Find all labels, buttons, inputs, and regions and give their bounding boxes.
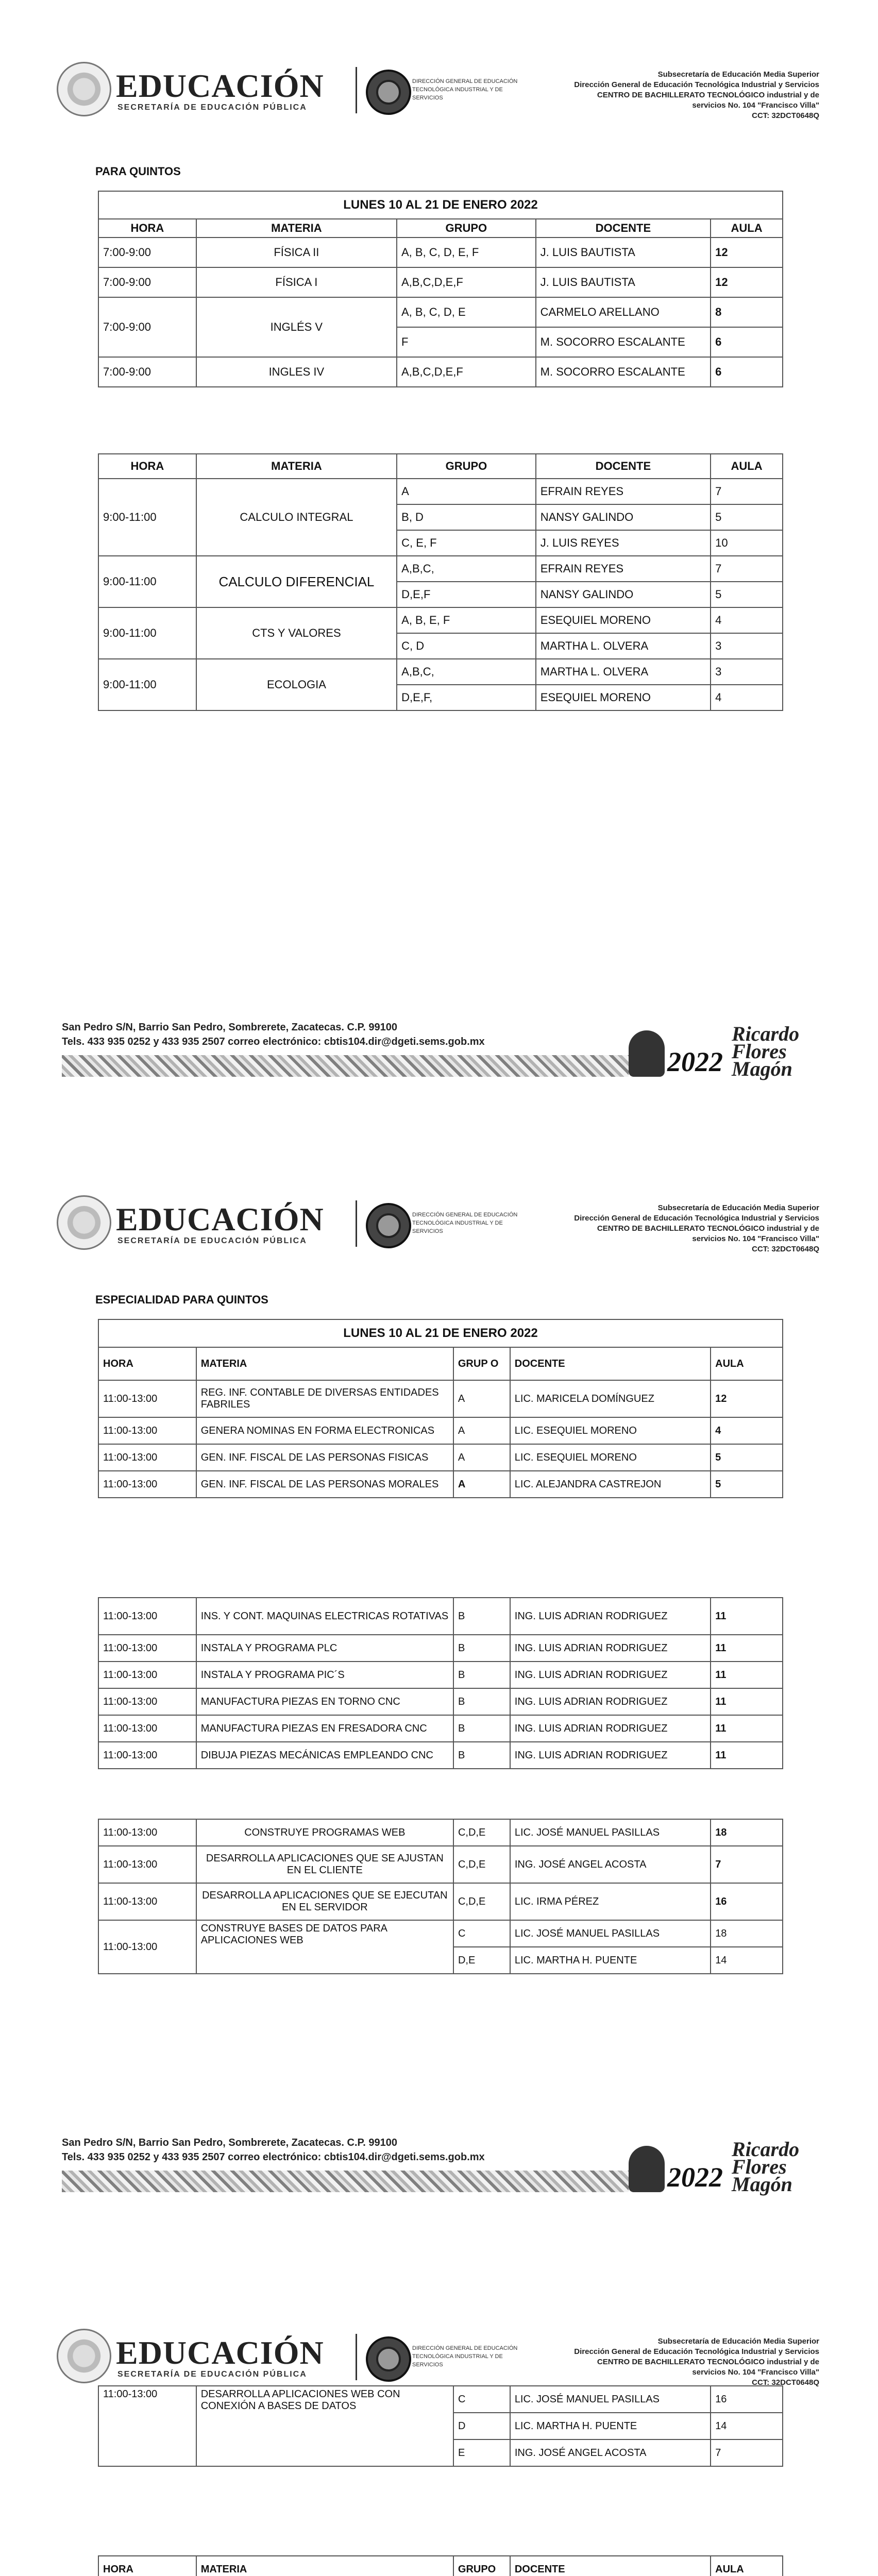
col-header: AULA (711, 2556, 783, 2576)
cell: A, B, E, F (397, 607, 536, 633)
dgeti-text: DIRECCIÓN GENERAL DE EDUCACIÓN TECNOLÓGICA INDUSTRIAL Y DE SERVICIOS (412, 1212, 518, 1234)
cell: C,D,E (453, 1846, 510, 1883)
specialty-table-5 (98, 2555, 783, 2576)
cell: 11:00-13:00 (98, 1688, 196, 1715)
cell: A (397, 479, 536, 504)
table-row (98, 2386, 783, 2413)
sub-line: Subsecretaría de Educación Media Superior (657, 2337, 819, 2346)
cell: 9:00-11:00 (98, 659, 196, 710)
cell: ING. LUIS ADRIAN RODRIGUEZ (510, 1662, 711, 1688)
table-row (98, 357, 783, 387)
cell: 11:00-13:00 (98, 1444, 196, 1471)
cell: B (453, 1598, 510, 1635)
cell: 12 (711, 267, 783, 297)
page-1 (0, 0, 878, 1133)
col-header: GRUPO (397, 219, 536, 238)
cell: 3 (711, 633, 783, 659)
col-header: DOCENTE (536, 454, 711, 479)
cell: M. SOCORRO ESCALANTE (536, 357, 711, 387)
cell: 7 (711, 556, 783, 582)
cell: B (453, 1715, 510, 1742)
table-row (98, 479, 783, 504)
footer-name: Ricardo Flores Magón (732, 1022, 800, 1080)
cell: DESARROLLA APLICACIONES QUE SE AJUSTAN EN EL CLIENTE (196, 1846, 453, 1883)
specialty-table-4 (98, 2385, 783, 2467)
cell: 11:00-13:00 (98, 1417, 196, 1444)
footer-name: Ricardo Flores Magón (732, 2138, 800, 2196)
cell: 7:00-9:00 (98, 267, 196, 297)
sep-seal-icon (57, 62, 111, 116)
cell: LIC. MARTHA H. PUENTE (510, 1947, 711, 1974)
col-header: GRUPO (453, 2556, 510, 2576)
cell: NANSY GALINDO (536, 582, 711, 607)
col-header: MATERIA (196, 1347, 453, 1380)
footer-line: San Pedro S/N, Barrio San Pedro, Sombrerete, Zacatecas. C.P. 99100 (62, 1022, 398, 1033)
cell: INSTALA Y PROGRAMA PLC (196, 1635, 453, 1662)
cell: C (453, 1920, 510, 1947)
cell: 11 (711, 1715, 783, 1742)
sub-line: Dirección General de Educación Tecnológica Industrial y Servicios (574, 2347, 819, 2356)
cell: 11:00-13:00 (98, 1920, 196, 1974)
cell: GEN. INF. FISCAL DE LAS PERSONAS FISICAS (196, 1444, 453, 1471)
cell: CARMELO ARELLANO (536, 297, 711, 327)
letterhead (57, 57, 819, 124)
cell: B (453, 1688, 510, 1715)
cell: 10 (711, 530, 783, 556)
institution-block (531, 1203, 819, 1255)
cell: LIC. JOSÉ MANUEL PASILLAS (510, 1819, 711, 1846)
col-header: AULA (711, 1347, 783, 1380)
divider (356, 2334, 357, 2380)
cell: J. LUIS BAUTISTA (536, 238, 711, 267)
col-header: HORA (98, 1347, 196, 1380)
cell: 12 (711, 1380, 783, 1417)
cell: C, D (397, 633, 536, 659)
col-header: MATERIA (196, 219, 397, 238)
cell: 11:00-13:00 (98, 1635, 196, 1662)
cell: LIC. MARICELA DOMÍNGUEZ (510, 1380, 711, 1417)
cell: 11:00-13:00 (98, 1846, 196, 1883)
logo-sub: SECRETARÍA DE EDUCACIÓN PÚBLICA (117, 1236, 307, 1245)
cell: C,D,E (453, 1883, 510, 1920)
cell: 11:00-13:00 (98, 1819, 196, 1846)
cell: MANUFACTURA PIEZAS EN FRESADORA CNC (196, 1715, 453, 1742)
logo-word: EDUCACIÓN (116, 67, 324, 104)
cell: NANSY GALINDO (536, 504, 711, 530)
dgeti-logo-icon (366, 70, 411, 115)
cell: ECOLOGIA (196, 659, 397, 710)
cell: CALCULO INTEGRAL (196, 479, 397, 556)
cell: C (453, 2386, 510, 2413)
table-row (98, 1688, 783, 1715)
cell: 7 (711, 479, 783, 504)
col-header: HORA (98, 219, 196, 238)
col-header: GRUPO (397, 454, 536, 479)
sub-line: CCT: 32DCT0648Q (752, 111, 819, 120)
sep-seal-icon (57, 1195, 111, 1250)
cell: DIBUJA PIEZAS MECÁNICAS EMPLEANDO CNC (196, 1742, 453, 1769)
table-row (98, 556, 783, 582)
cell: ING. JOSÉ ANGEL ACOSTA (510, 2439, 711, 2466)
cell: LIC. JOSÉ MANUEL PASILLAS (510, 1920, 711, 1947)
cell: 11:00-13:00 (98, 1471, 196, 1498)
col-header: HORA (98, 2556, 196, 2576)
logo-word: EDUCACIÓN (116, 2334, 324, 2371)
cell: EFRAIN REYES (536, 479, 711, 504)
table-row (98, 607, 783, 633)
cell: CTS Y VALORES (196, 607, 397, 659)
table-row (98, 659, 783, 685)
cell: A,B,C,D,E,F (397, 267, 536, 297)
cell: A (453, 1417, 510, 1444)
cell: ING. JOSÉ ANGEL ACOSTA (510, 1846, 711, 1883)
footer-line: Tels. 433 935 0252 y 433 935 2507 correo electrónico: cbtis104.dir@dgeti.sems.gob.mx (62, 2151, 485, 2163)
schedule-table-2 (98, 453, 783, 711)
cell: 7:00-9:00 (98, 297, 196, 357)
dgeti-text: DIRECCIÓN GENERAL DE EDUCACIÓN TECNOLÓGICA INDUSTRIAL Y DE SERVICIOS (412, 78, 518, 101)
portrait-icon (629, 2146, 665, 2192)
specialty-table-2 (98, 1597, 783, 1769)
cell: 11 (711, 1742, 783, 1769)
cell: D,E,F, (397, 685, 536, 710)
portrait-icon (629, 1030, 665, 1077)
sub-line: servicios No. 104 "Francisco Villa" (692, 101, 819, 110)
cell: LIC. ALEJANDRA CASTREJON (510, 1471, 711, 1498)
sub-line: Dirección General de Educación Tecnológica Industrial y Servicios (574, 80, 819, 89)
cell: B, D (397, 504, 536, 530)
footer-address (62, 2136, 485, 2164)
cell: LIC. ESEQUIEL MORENO (510, 1444, 711, 1471)
footer-line: Tels. 433 935 0252 y 433 935 2507 correo electrónico: cbtis104.dir@dgeti.sems.gob.mx (62, 1036, 485, 1047)
cell: A (453, 1380, 510, 1417)
cell: B (453, 1662, 510, 1688)
dgeti-logo-icon (366, 2336, 411, 2382)
table-row (98, 1471, 783, 1498)
divider (356, 67, 357, 113)
cell: D,E (453, 1947, 510, 1974)
table-row (98, 1883, 783, 1920)
decorative-pattern (62, 1055, 629, 1077)
cell: 6 (711, 327, 783, 357)
cell: A,B,C, (397, 556, 536, 582)
logo-word: EDUCACIÓN (116, 1201, 324, 1238)
cell: B (453, 1635, 510, 1662)
table-row (98, 267, 783, 297)
schedule-table-1 (98, 191, 783, 387)
sub-line: servicios No. 104 "Francisco Villa" (692, 1234, 819, 1243)
cell: A, B, C, D, E, F (397, 238, 536, 267)
cell: 7 (711, 2439, 783, 2466)
footer-year: 2022 (667, 1046, 723, 1077)
letterhead (57, 2324, 819, 2391)
cell: CONSTRUYE PROGRAMAS WEB (196, 1819, 453, 1846)
col-header: MATERIA (196, 2556, 453, 2576)
cell: 3 (711, 659, 783, 685)
cell: ING. LUIS ADRIAN RODRIGUEZ (510, 1715, 711, 1742)
cell: 11 (711, 1662, 783, 1688)
cell: 7 (711, 1846, 783, 1883)
cell: LIC. ESEQUIEL MORENO (510, 1417, 711, 1444)
table-row (98, 1742, 783, 1769)
footer-year: 2022 (667, 2162, 723, 2193)
cell: ING. LUIS ADRIAN RODRIGUEZ (510, 1742, 711, 1769)
cell: 4 (711, 685, 783, 710)
table-row (98, 297, 783, 327)
cell: 11 (711, 1635, 783, 1662)
cell: ESEQUIEL MORENO (536, 607, 711, 633)
sub-line: CENTRO DE BACHILLERATO TECNOLÓGICO industrial y de (597, 1224, 819, 1233)
cell: 14 (711, 2413, 783, 2439)
cell: A (453, 1471, 510, 1498)
col-header: GRUP O (453, 1347, 510, 1380)
table-row (98, 1819, 783, 1846)
cell: 16 (711, 2386, 783, 2413)
cell: J. LUIS REYES (536, 530, 711, 556)
logo-sub: SECRETARÍA DE EDUCACIÓN PÚBLICA (117, 103, 307, 112)
cell: MANUFACTURA PIEZAS EN TORNO CNC (196, 1688, 453, 1715)
institution-block (531, 70, 819, 121)
cell: 7:00-9:00 (98, 357, 196, 387)
cell: M. SOCORRO ESCALANTE (536, 327, 711, 357)
sub-line: Subsecretaría de Educación Media Superior (657, 70, 819, 79)
cell: D (453, 2413, 510, 2439)
cell: MARTHA L. OLVERA (536, 659, 711, 685)
cell: ING. LUIS ADRIAN RODRIGUEZ (510, 1635, 711, 1662)
col-header: DOCENTE (510, 1347, 711, 1380)
cell: 5 (711, 504, 783, 530)
cell: FÍSICA I (196, 267, 397, 297)
cell: 18 (711, 1819, 783, 1846)
cell: 9:00-11:00 (98, 607, 196, 659)
cell: 11:00-13:00 (98, 2386, 196, 2466)
table-row (98, 1846, 783, 1883)
decorative-pattern (62, 2171, 629, 2192)
cell: 14 (711, 1947, 783, 1974)
footer-address (62, 1020, 485, 1049)
dgeti-text: DIRECCIÓN GENERAL DE EDUCACIÓN TECNOLÓGICA INDUSTRIAL Y DE SERVICIOS (412, 2345, 518, 2368)
cell: CONSTRUYE BASES DE DATOS PARA APLICACIONES WEB (196, 1920, 453, 1974)
sub-line: Dirección General de Educación Tecnológica Industrial y Servicios (574, 1214, 819, 1223)
cell: GEN. INF. FISCAL DE LAS PERSONAS MORALES (196, 1471, 453, 1498)
cell: 4 (711, 607, 783, 633)
cell: 5 (711, 582, 783, 607)
table-row (98, 1662, 783, 1688)
cell: 9:00-11:00 (98, 556, 196, 607)
cell: 8 (711, 297, 783, 327)
table-row (98, 1380, 783, 1417)
cell: 5 (711, 1471, 783, 1498)
col-header: HORA (98, 454, 196, 479)
cell: DESARROLLA APLICACIONES WEB CON CONEXIÓN A BASES DE DATOS (196, 2386, 453, 2466)
table-row (98, 1444, 783, 1471)
section-title: ESPECIALIDAD PARA QUINTOS (95, 1293, 268, 1306)
cell: INSTALA Y PROGRAMA PIC´S (196, 1662, 453, 1688)
table-title: LUNES 10 AL 21 DE ENERO 2022 (98, 191, 783, 219)
cell: A,B,C,D,E,F (397, 357, 536, 387)
table-row (98, 1635, 783, 1662)
cell: 11:00-13:00 (98, 1883, 196, 1920)
cell: 16 (711, 1883, 783, 1920)
cell: 6 (711, 357, 783, 387)
cell: 12 (711, 238, 783, 267)
logo-sub: SECRETARÍA DE EDUCACIÓN PÚBLICA (117, 2370, 307, 2379)
page-footer (62, 1020, 814, 1103)
cell: E (453, 2439, 510, 2466)
cell: DESARROLLA APLICACIONES QUE SE EJECUTAN EN EL SERVIDOR (196, 1883, 453, 1920)
table-row (98, 1598, 783, 1635)
cell: A (453, 1444, 510, 1471)
cell: 5 (711, 1444, 783, 1471)
cell: F (397, 327, 536, 357)
cell: REG. INF. CONTABLE DE DIVERSAS ENTIDADES FABRILES (196, 1380, 453, 1417)
cell: C,D,E (453, 1819, 510, 1846)
cell: INGLÉS V (196, 297, 397, 357)
table-row (98, 1920, 783, 1947)
cell: 4 (711, 1417, 783, 1444)
table-row (98, 1715, 783, 1742)
cell: 9:00-11:00 (98, 479, 196, 556)
institution-block (531, 2336, 819, 2388)
dgeti-logo-icon (366, 1203, 411, 1248)
cell: 11:00-13:00 (98, 1742, 196, 1769)
cell: ING. LUIS ADRIAN RODRIGUEZ (510, 1598, 711, 1635)
cell: MARTHA L. OLVERA (536, 633, 711, 659)
cell: A, B, C, D, E (397, 297, 536, 327)
cell: 11:00-13:00 (98, 1380, 196, 1417)
cell: CALCULO DIFERENCIAL (196, 556, 397, 607)
cell: 7:00-9:00 (98, 238, 196, 267)
cell: LIC. IRMA PÉREZ (510, 1883, 711, 1920)
cell: J. LUIS BAUTISTA (536, 267, 711, 297)
sub-line: Subsecretaría de Educación Media Superior (657, 1204, 819, 1212)
sep-seal-icon (57, 2329, 111, 2383)
divider (356, 1200, 357, 1247)
table-title: LUNES 10 AL 21 DE ENERO 2022 (98, 1319, 783, 1347)
col-header: DOCENTE (510, 2556, 711, 2576)
section-title: PARA QUINTOS (95, 165, 181, 178)
table-row (98, 1417, 783, 1444)
col-header: AULA (711, 219, 783, 238)
specialty-table-3 (98, 1819, 783, 1974)
cell: LIC. MARTHA H. PUENTE (510, 2413, 711, 2439)
cell: D,E,F (397, 582, 536, 607)
sub-line: CCT: 32DCT0648Q (752, 1245, 819, 1253)
page-footer (62, 2136, 814, 2218)
sub-line: CENTRO DE BACHILLERATO TECNOLÓGICO industrial y de (597, 2358, 819, 2366)
cell: 11:00-13:00 (98, 1715, 196, 1742)
footer-line: San Pedro S/N, Barrio San Pedro, Sombrerete, Zacatecas. C.P. 99100 (62, 2137, 398, 2148)
col-header: DOCENTE (536, 219, 711, 238)
cell: 11:00-13:00 (98, 1662, 196, 1688)
cell: 11:00-13:00 (98, 1598, 196, 1635)
sub-line: CENTRO DE BACHILLERATO TECNOLÓGICO industrial y de (597, 91, 819, 99)
cell: 11 (711, 1688, 783, 1715)
col-header: AULA (711, 454, 783, 479)
col-header: MATERIA (196, 454, 397, 479)
cell: 18 (711, 1920, 783, 1947)
letterhead (57, 1190, 819, 1257)
page-3 (0, 2267, 878, 2576)
cell: LIC. JOSÉ MANUEL PASILLAS (510, 2386, 711, 2413)
cell: INS. Y CONT. MAQUINAS ELECTRICAS ROTATIVAS (196, 1598, 453, 1635)
cell: A,B,C, (397, 659, 536, 685)
cell: EFRAIN REYES (536, 556, 711, 582)
sub-line: servicios No. 104 "Francisco Villa" (692, 2368, 819, 2377)
cell: FÍSICA II (196, 238, 397, 267)
cell: C, E, F (397, 530, 536, 556)
cell: ING. LUIS ADRIAN RODRIGUEZ (510, 1688, 711, 1715)
page-2 (0, 1133, 878, 2267)
sub-line: CCT: 32DCT0648Q (752, 2378, 819, 2387)
cell: ESEQUIEL MORENO (536, 685, 711, 710)
cell: INGLES IV (196, 357, 397, 387)
table-row (98, 238, 783, 267)
cell: B (453, 1742, 510, 1769)
specialty-table-1 (98, 1319, 783, 1498)
cell: GENERA NOMINAS EN FORMA ELECTRONICAS (196, 1417, 453, 1444)
cell: 11 (711, 1598, 783, 1635)
